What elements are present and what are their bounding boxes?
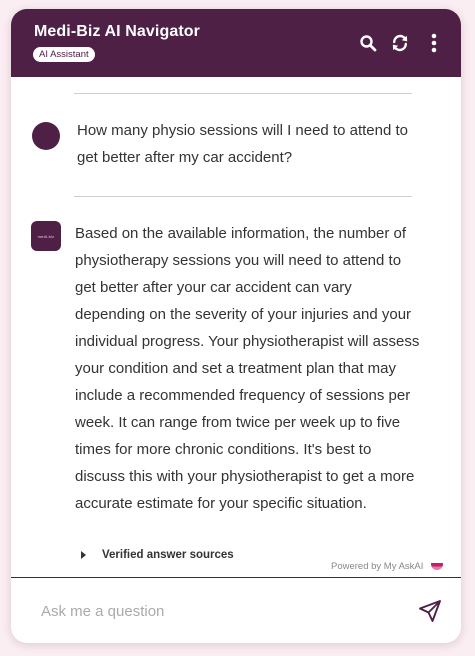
menu-dots-icon	[429, 33, 439, 53]
message-divider	[74, 196, 412, 197]
assistant-logo: medi-biz	[37, 233, 55, 239]
ai-assistant-badge: AI Assistant	[33, 47, 95, 62]
menu-button[interactable]	[422, 31, 446, 55]
send-button[interactable]	[417, 598, 443, 624]
myaskai-logo-icon	[431, 563, 443, 570]
powered-by[interactable]	[331, 561, 443, 572]
verified-sources-toggle[interactable]	[81, 549, 234, 561]
user-message: How many physio sessions will I need to attend to get better after my car accident?	[77, 122, 409, 166]
header-title: Medi-Biz AI Navigator	[34, 23, 200, 40]
chat-widget	[11, 9, 461, 643]
input-area	[11, 578, 461, 643]
verified-sources-label: Verified answer sources	[102, 549, 234, 561]
chat-header	[11, 9, 461, 77]
refresh-icon	[391, 34, 409, 52]
search-icon	[359, 34, 377, 52]
question-input[interactable]	[39, 598, 403, 624]
assistant-message: Based on the available information, the number of physiotherapy sessions you will need to attend to get better after your car accident can vary depending on the severity of your injuries and your individual progress. Your physiotherapist will assess your condition and set a treatment plan that may include a recommended frequency of sessions per week. It can range from twice per week up to five times for more chronic conditions. It's best to discuss this with your physiotherapist to get a more accurate estimate for your specific situation.	[75, 225, 420, 512]
assistant-avatar	[31, 221, 61, 251]
message-list[interactable]	[11, 77, 461, 577]
message-divider	[74, 93, 412, 94]
send-icon	[418, 599, 442, 623]
user-avatar	[32, 122, 60, 150]
refresh-button[interactable]	[388, 31, 412, 55]
search-button[interactable]	[356, 31, 380, 55]
caret-right-icon	[81, 551, 86, 559]
powered-by-text: Powered by My AskAI	[331, 561, 424, 572]
